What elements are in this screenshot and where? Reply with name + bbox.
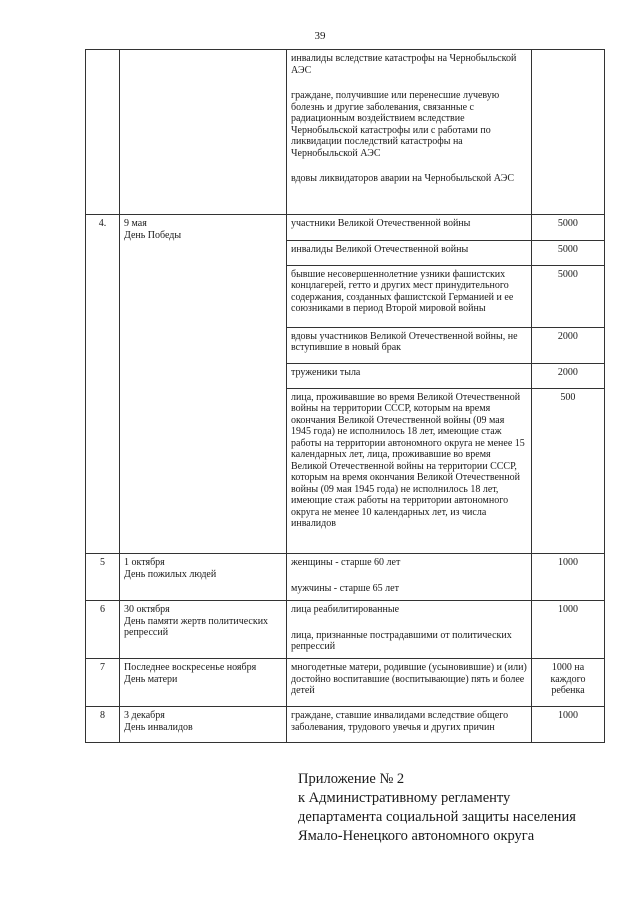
appendix-line: Ямало-Ненецкого автономного округа [298, 828, 535, 844]
table-row [86, 554, 605, 601]
row-categories [287, 50, 532, 215]
row-date: 3 декабря День инвалидов [120, 707, 287, 743]
table-row [86, 50, 605, 215]
category-text: мужчины - старше 65 лет [291, 582, 399, 594]
row-date: 30 октября День памяти жертв политических репрессий [120, 601, 287, 659]
row-categories [287, 601, 532, 659]
category-text: многодетные матери, родившие (усыновившие) и (или) достойно воспитавшие (воспитывающие) пять и более детей [291, 662, 527, 696]
row-amount: 1000 [532, 554, 605, 601]
row-amount: 1000 [532, 707, 605, 743]
row-categories [287, 659, 532, 707]
amount-text: 2000 [531, 327, 604, 363]
table-row [86, 707, 605, 743]
category-text: граждане, ставшие инвалидами вследствие общего заболевания, трудового увечья и других причин [291, 710, 509, 733]
table-row [86, 215, 605, 554]
amount-text: 5000 [531, 265, 604, 327]
row-number: 6 [86, 601, 120, 659]
appendix-line: департамента социальной защиты населения [298, 809, 576, 825]
category-text: труженики тыла [287, 363, 531, 388]
page-number: 39 [314, 30, 326, 42]
row-date: 9 мая День Победы [120, 215, 287, 554]
row-number: 4. [86, 215, 120, 554]
category-text: инвалиды вследствие катастрофы на Чернобыльской АЭС [291, 53, 517, 76]
category-text: участники Великой Отечественной войны [287, 215, 531, 240]
row-amount [532, 50, 605, 215]
row-date: Последнее воскресенье ноября День матери [120, 659, 287, 707]
table-row [86, 601, 605, 659]
table-row [86, 659, 605, 707]
row-categories [287, 707, 532, 743]
row-number: 5 [86, 554, 120, 601]
benefits-table [85, 49, 605, 743]
row-number: 7 [86, 659, 120, 707]
category-text: вдовы участников Великой Отечественной войны, не вступившие в новый брак [287, 327, 531, 363]
subrows-cell [287, 215, 605, 554]
row-number: 8 [86, 707, 120, 743]
amount-text: 5000 [531, 215, 604, 240]
appendix-line: к Административному регламенту [298, 790, 511, 806]
category-text: лица реабилитированные [291, 604, 400, 615]
amount-text: 500 [560, 391, 576, 403]
row-categories [287, 554, 532, 601]
row-date [120, 50, 287, 215]
row-number [86, 50, 120, 215]
row-amount: 1000 [532, 601, 605, 659]
category-text: бывшие несовершеннолетние узники фашистских концлагерей, гетто и других мест принудительного содержания, созданных фашистской Германией и ее союзниками в период Второй мировой войны [287, 265, 531, 327]
category-text: лица, признанные пострадавшими от политических репрессий [291, 629, 512, 652]
appendix-title: Приложение № 2 [298, 771, 405, 787]
appendix-heading [298, 770, 576, 846]
amount-text: 5000 [531, 240, 604, 265]
row-amount: 1000 на каждого ребенка [532, 659, 605, 707]
category-text: лица, проживавшие во время Великой Отечественной войны на территории СССР, которым на время окончания Великой Отечественной войны (09 мая 1945 года) не исполнилось 18 лет, имеющие стаж работы на территории автономного округа не менее 15 календарных лет, лица, проживавшие во время Великой Отечественной войны на территории СССР, которым на время окончания Великой Отечественной войны (09 мая 1945 года) не исполнилось 18 лет, имеющие стаж работы на территории автономного округа не менее 10 календарных лет, из числа инвалидов [287, 388, 531, 553]
category-text: женщины - старше 60 лет [291, 557, 401, 568]
amount-text: 2000 [531, 363, 604, 388]
category-text: вдовы ликвидаторов аварии на Чернобыльской АЭС [291, 173, 514, 184]
category-text: граждане, получившие или перенесшие лучевую болезнь и другие заболевания, связанные с радиационным воздействием вследствие Чернобыльской катастрофы или с работами по ликвидации последствий катастрофы на Чернобыльской АЭС [291, 90, 500, 159]
category-text: инвалиды Великой Отечественной войны [287, 240, 531, 265]
row-date: 1 октября День пожилых людей [120, 554, 287, 601]
